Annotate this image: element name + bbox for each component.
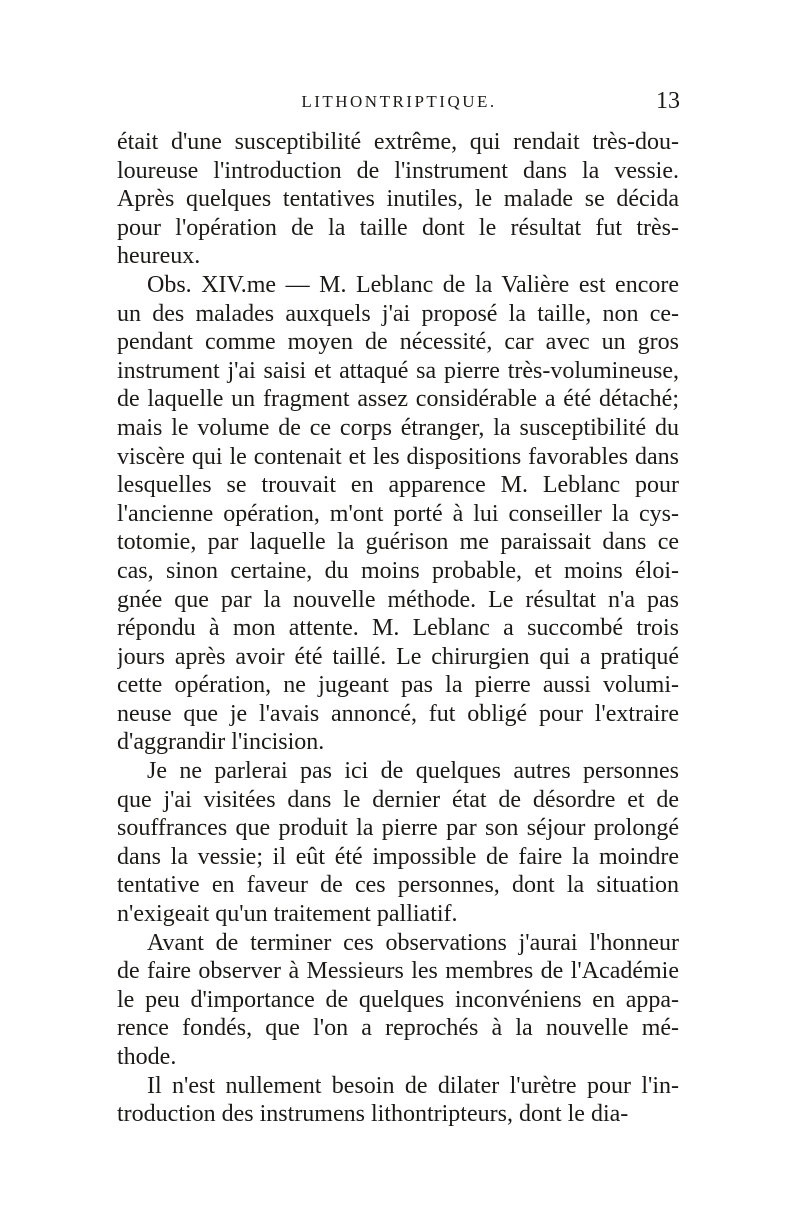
text-line: troduction des instrumens lithontripteurs, dont le dia- — [117, 1101, 629, 1128]
text-line: lesquelles se trouvait en apparence M. Leblanc pour — [117, 472, 679, 499]
text-line: rence fondés, que l'on a reprochés à la nouvelle mé- — [117, 1015, 679, 1042]
running-title: LITHONTRIPTIQUE. — [301, 92, 497, 111]
text-line: d'aggrandir l'incision. — [117, 729, 325, 756]
text-line: que j'ai visitées dans le dernier état de désordre et de — [117, 786, 679, 813]
text-line: Avant de terminer ces observations j'aurai l'honneur — [147, 929, 679, 956]
text-line: totomie, par laquelle la guérison me paraissait dans ce — [117, 529, 679, 556]
text-line: souffrances que produit la pierre par son séjour prolongé — [117, 815, 679, 842]
text-line: Je ne parlerai pas ici de quelques autres personnes — [147, 758, 679, 785]
text-line: loureuse l'introduction de l'instrument dans la vessie. — [117, 157, 679, 184]
body-text — [117, 128, 679, 1129]
text-line: cette opération, ne jugeant pas la pierre aussi volumi- — [117, 672, 679, 699]
text-line: instrument j'ai saisi et attaqué sa pierre très-volumineuse, — [117, 357, 679, 384]
text-line: Obs. XIV.me — M. Leblanc de la Valière est encore — [147, 271, 679, 298]
text-line: l'ancienne opération, m'ont porté à lui conseiller la cys- — [117, 500, 679, 527]
text-line: gnée que par la nouvelle méthode. Le résultat n'a pas — [117, 586, 679, 613]
text-line: répondu à mon attente. M. Leblanc a succombé trois — [117, 615, 679, 642]
text-line: neuse que je l'avais annoncé, fut obligé pour l'extraire — [117, 700, 679, 727]
text-line: Il n'est nullement besoin de dilater l'urètre pour l'in- — [147, 1072, 679, 1099]
running-head — [118, 88, 680, 122]
text-line: de laquelle un fragment assez considérable a été détaché; — [117, 386, 679, 413]
text-line: dans la vessie; il eût été impossible de faire la moindre — [117, 843, 679, 870]
text-line: un des malades auxquels j'ai proposé la taille, non ce- — [117, 300, 679, 327]
text-line: tentative en faveur de ces personnes, dont la situation — [117, 872, 679, 899]
text-line: cas, sinon certaine, du moins probable, et moins éloi- — [117, 557, 679, 584]
text-line: Après quelques tentatives inutiles, le malade se décida — [117, 186, 679, 213]
text-line: heureux. — [117, 243, 201, 270]
text-line: le peu d'importance de quelques inconvéniens en appa- — [117, 986, 679, 1013]
text-line: pour l'opération de la taille dont le résultat fut très- — [117, 214, 679, 241]
page-number: 13 — [656, 88, 680, 114]
text-line: était d'une susceptibilité extrême, qui rendait très-dou- — [117, 129, 679, 155]
text-line: mais le volume de ce corps étranger, la susceptibilité du — [117, 414, 679, 441]
text-line: jours après avoir été taillé. Le chirurgien qui a pratiqué — [117, 643, 679, 670]
text-line: de faire observer à Messieurs les membres de l'Académie — [117, 958, 679, 985]
text-line: thode. — [117, 1044, 177, 1070]
text-line: pendant comme moyen de nécessité, car avec un gros — [117, 329, 679, 356]
text-line: viscère qui le contenait et les dispositions favorables dans — [117, 443, 679, 470]
text-line: n'exigeait qu'un traitement palliatif. — [117, 901, 458, 928]
